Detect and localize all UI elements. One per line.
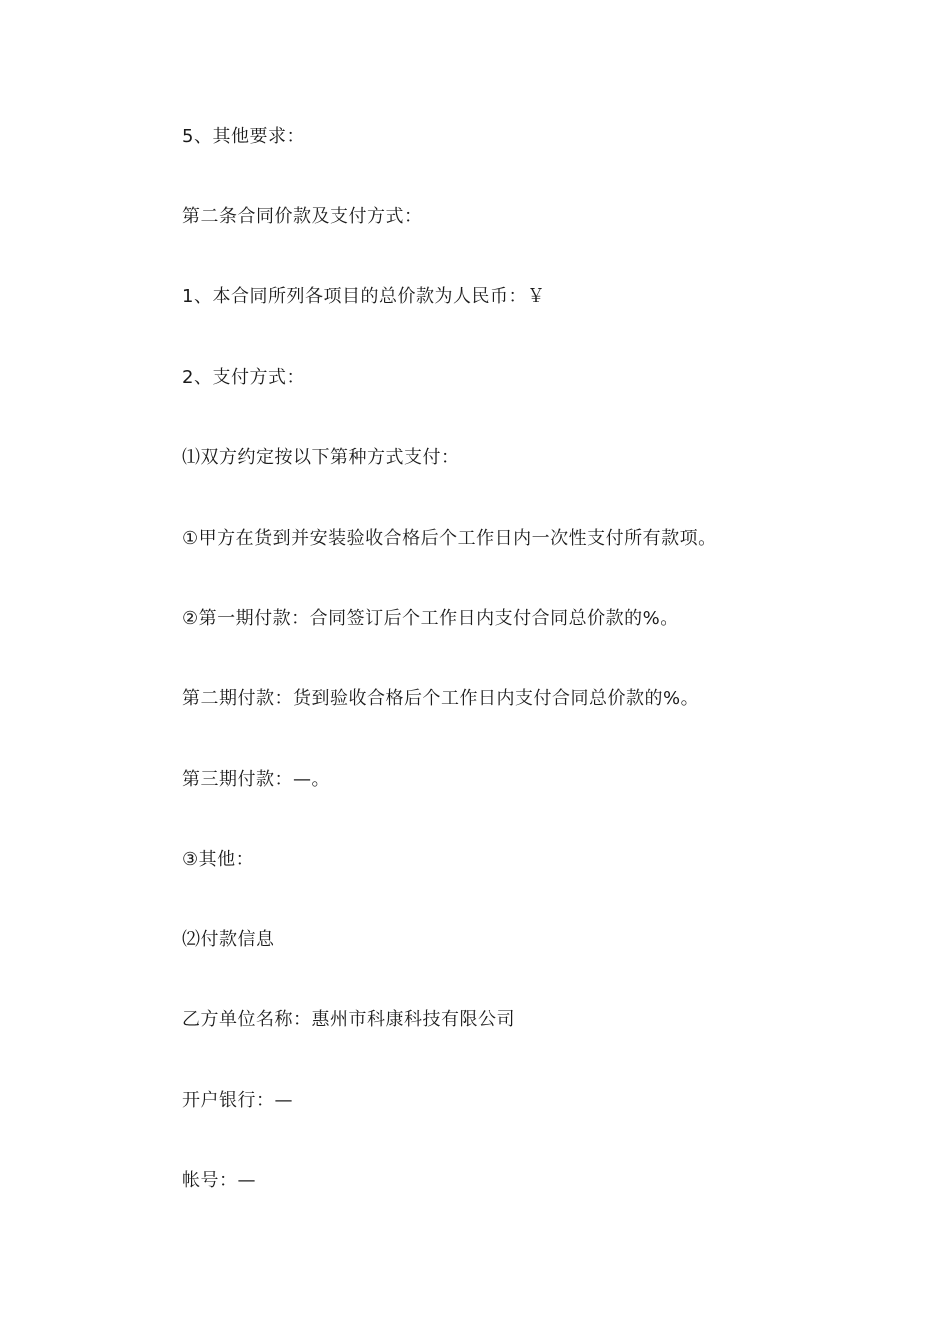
payment-agreement-line: ⑴双方约定按以下第种方式支付： bbox=[182, 447, 460, 468]
payment-option-3-other: ③其他： bbox=[182, 849, 255, 870]
payment-option-2-first-installment: ②第一期付款：合同签订后个工作日内支付合同总价款的%。 bbox=[182, 608, 679, 629]
total-price-line: 1、本合同所列各项目的总价款为人民币：￥ bbox=[182, 286, 546, 307]
bank-line: 开户银行：— bbox=[182, 1090, 293, 1111]
payment-method-heading: 2、支付方式： bbox=[182, 367, 305, 388]
account-number-line: 帐号：— bbox=[182, 1170, 256, 1191]
payment-option-1: ①甲方在货到并安装验收合格后个工作日内一次性支付所有款项。 bbox=[182, 528, 717, 549]
second-installment-line: 第二期付款：货到验收合格后个工作日内支付合同总价款的%。 bbox=[182, 688, 700, 709]
article-2-heading: 第二条合同价款及支付方式： bbox=[182, 206, 423, 227]
third-installment-line: 第三期付款：—。 bbox=[182, 769, 330, 790]
party-b-company-name: 乙方单位名称：惠州市科康科技有限公司 bbox=[182, 1009, 515, 1030]
payment-info-heading: ⑵付款信息 bbox=[182, 929, 275, 950]
clause-other-requirements: 5、其他要求： bbox=[182, 126, 305, 147]
